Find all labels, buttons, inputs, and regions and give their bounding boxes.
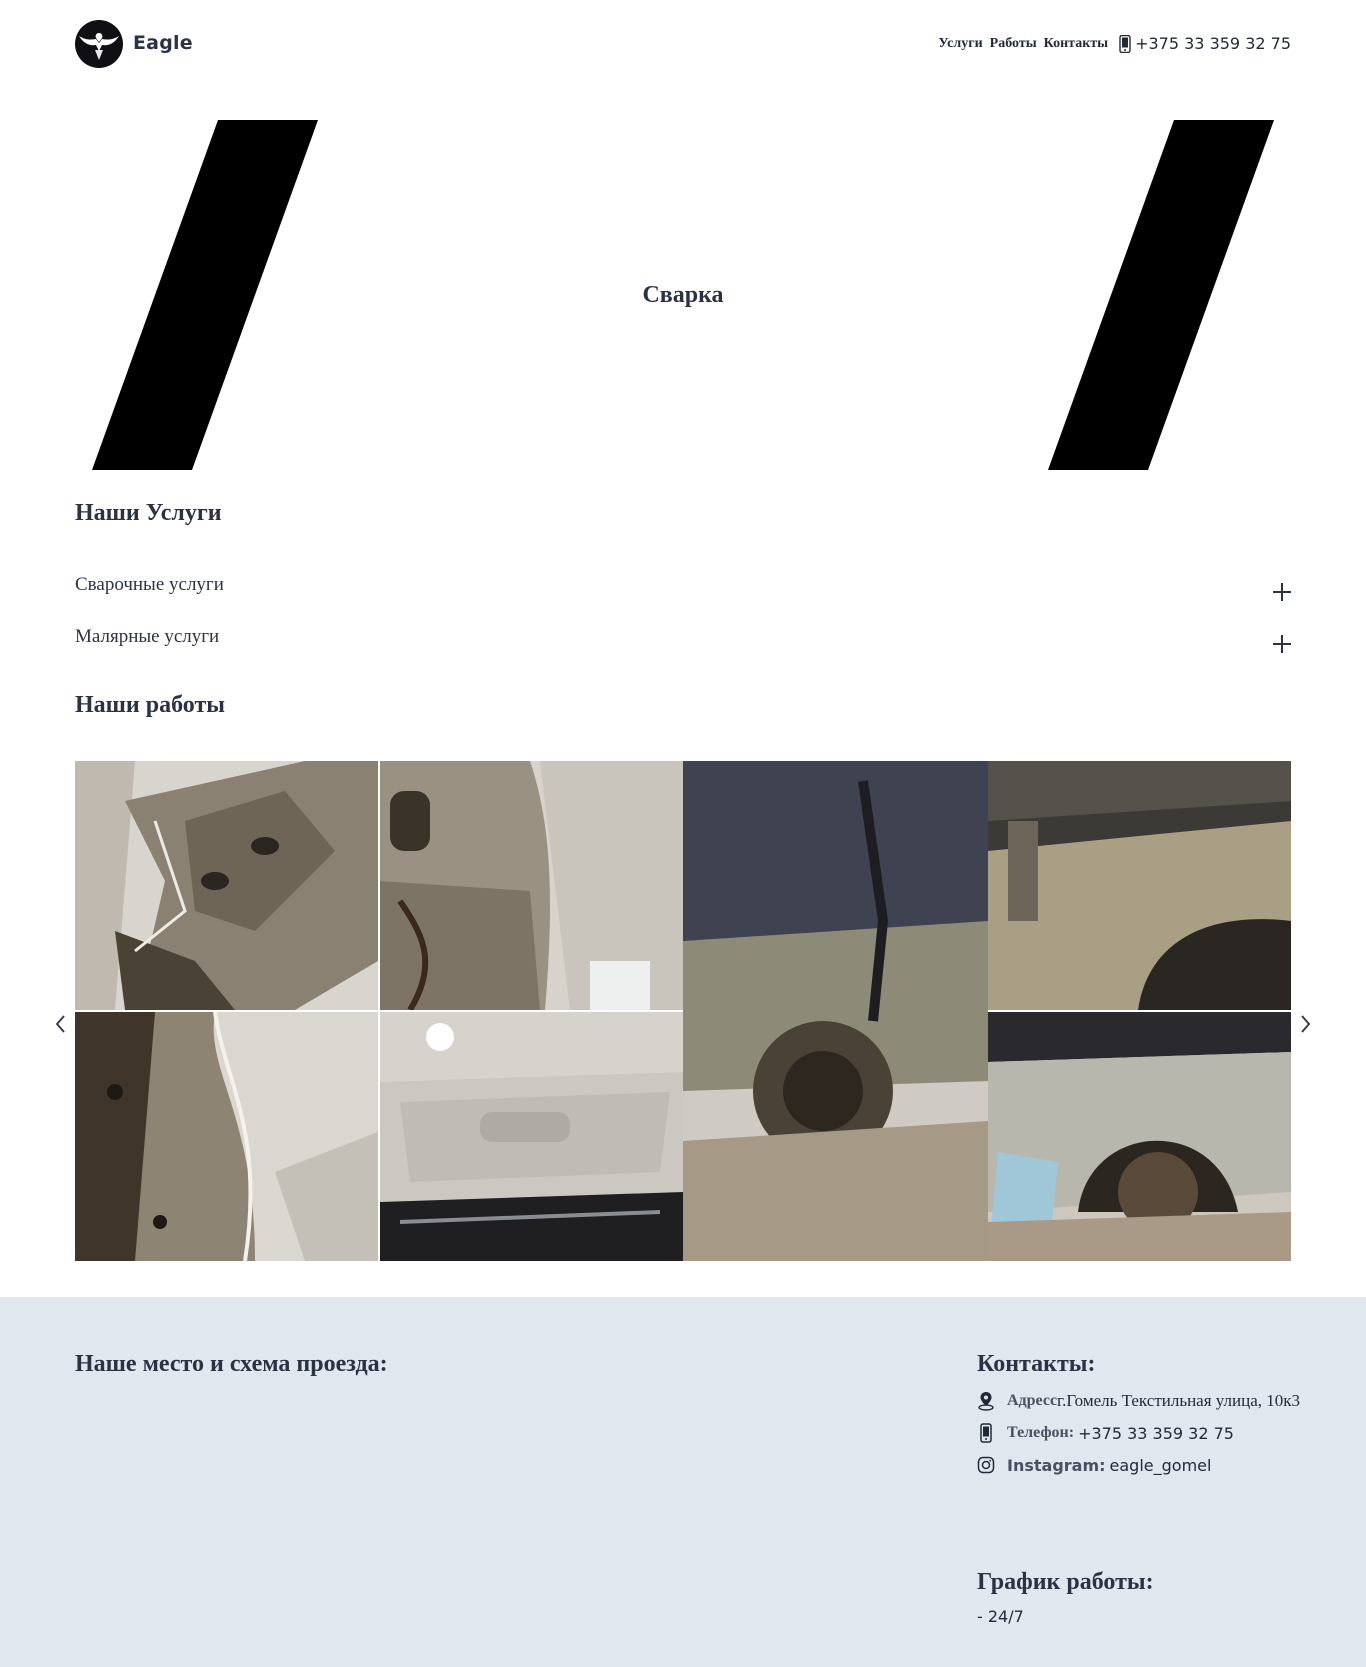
service-item-painting[interactable] xyxy=(75,626,1291,660)
services-heading: Наши Услуги xyxy=(75,500,222,526)
works-heading: Наши работы xyxy=(75,692,225,718)
instagram-link[interactable]: eagle_gomel xyxy=(1109,1455,1212,1475)
works-gallery xyxy=(75,761,1291,1261)
car-hood-underside-photo[interactable] xyxy=(75,761,378,1010)
hero-title: Сварка xyxy=(642,282,724,308)
rusted-car-pillar-photo[interactable] xyxy=(75,1012,378,1261)
address-value: г.Гомель Текстильная улица, 10к3 xyxy=(1057,1391,1301,1410)
schedule-heading: График работы: xyxy=(977,1569,1154,1595)
service-label: Сварочные услуги xyxy=(75,574,224,595)
phone-row xyxy=(977,1421,1234,1445)
brand-name[interactable]: Eagle xyxy=(133,32,193,54)
phone-link[interactable]: +375 33 359 32 75 xyxy=(1078,1423,1234,1443)
map-pin-icon xyxy=(977,1391,995,1411)
plus-icon[interactable] xyxy=(1273,583,1291,601)
chevron-left-icon[interactable] xyxy=(52,1014,70,1034)
main-nav xyxy=(938,34,1291,53)
address-row xyxy=(977,1389,1300,1413)
mobile-phone-icon xyxy=(1119,35,1131,53)
eagle-logo-icon[interactable] xyxy=(75,20,123,68)
hero-banner xyxy=(75,120,1291,470)
instagram-row xyxy=(977,1453,1211,1477)
car-wheel-arch-repair-photo[interactable] xyxy=(988,761,1291,1010)
car-panel-corner-photo[interactable] xyxy=(380,761,683,1010)
map-heading: Наше место и схема проезда: xyxy=(75,1351,388,1377)
nav-link-works[interactable]: Работы xyxy=(989,35,1037,51)
rear-wheel-arch-photo[interactable] xyxy=(683,761,988,1261)
nav-link-services[interactable]: Услуги xyxy=(938,35,983,51)
contacts-heading: Контакты: xyxy=(977,1351,1096,1377)
service-label: Малярные услуги xyxy=(75,626,220,647)
header-phone-link[interactable]: +375 33 359 32 75 xyxy=(1135,34,1291,53)
phone-label: Телефон: xyxy=(1007,1424,1075,1441)
service-item-welding[interactable] xyxy=(75,574,1291,608)
address-label: Адресс xyxy=(1007,1392,1058,1409)
nav-link-contacts[interactable]: Контакты xyxy=(1043,35,1109,51)
schedule-value: - 24/7 xyxy=(977,1607,1024,1626)
mobile-phone-icon xyxy=(977,1423,995,1443)
instagram-icon xyxy=(977,1455,995,1475)
site-header xyxy=(0,0,1366,90)
instagram-label: Instagram: xyxy=(1007,1455,1106,1475)
plus-icon[interactable] xyxy=(1273,635,1291,653)
front-wheel-arch-photo[interactable] xyxy=(988,1012,1291,1261)
car-hood-lifted-photo[interactable] xyxy=(380,1012,683,1261)
chevron-right-icon[interactable] xyxy=(1296,1014,1314,1034)
